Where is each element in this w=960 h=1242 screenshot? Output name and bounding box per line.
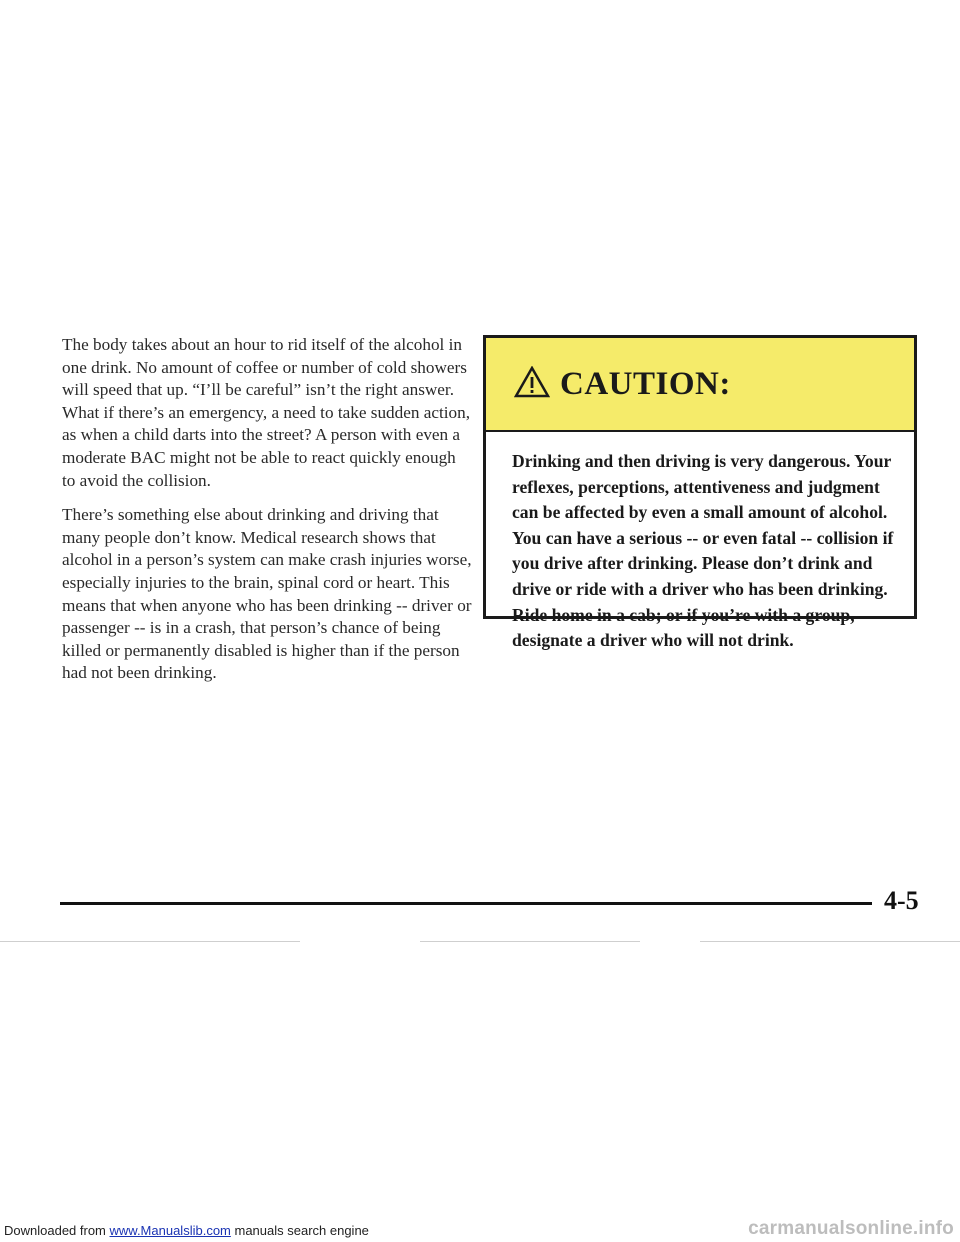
download-footer-prefix: Downloaded from xyxy=(4,1223,110,1238)
page-number: 4-5 xyxy=(884,886,919,915)
paragraph-alcohol-time: The body takes about an hour to rid itself of the alcohol in one drink. No amount of coffee or number of cold showers will speed that up. “I’ll be careful” isn’t the right answer. What if there’s an emergency, a need to take sudden action, as when a child darts into the street? A person with even a moderate BAC might not be able to react quickly enough to avoid the collision. xyxy=(62,335,471,490)
scan-artifact-line xyxy=(0,941,300,942)
caution-title: CAUTION: xyxy=(560,365,731,402)
warning-triangle-icon xyxy=(514,366,560,403)
footer-rule xyxy=(60,902,872,905)
caution-text: Drinking and then driving is very dangerous. Your reflexes, perceptions, attentiveness and judgment can be affected by even a small amount of alcohol. You can have a serious -- or even fatal -- collision if you drive after drinking. Please don’t drink and drive or ride with a driver who has been drinking. Ride home in a cab; or if you’re with a group, designate a driver who will not drink. xyxy=(512,451,894,651)
download-footer xyxy=(4,1223,369,1238)
caution-header xyxy=(486,338,914,432)
watermark: carmanualsonline.info xyxy=(748,1218,954,1239)
download-footer-suffix: manuals search engine xyxy=(230,1223,369,1238)
manualslib-link[interactable]: www.Manualslib.com xyxy=(109,1223,231,1238)
body-text-column xyxy=(62,334,472,697)
scan-artifact-line xyxy=(700,941,960,942)
caution-box xyxy=(483,335,917,651)
scan-artifact-line xyxy=(420,941,640,942)
paragraph-injuries: There’s something else about drinking and driving that many people don’t know. Medical research shows that alcohol in a person’s system can make crash injuries worse, especially injuries to the brain, spinal cord or heart. This means that when anyone who has been drinking -- driver or passenger -- is in a crash, that person’s chance of being killed or permanently disabled is higher than if the person had not been drinking. xyxy=(62,505,472,683)
